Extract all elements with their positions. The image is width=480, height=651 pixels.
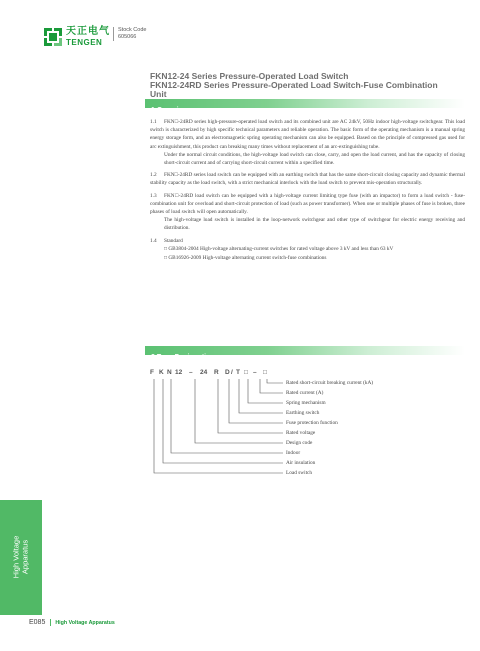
type-designation-diagram: [150, 369, 470, 499]
type-code-label: Design code: [286, 440, 313, 446]
paragraph-1-3: [150, 192, 465, 233]
leader-line: [171, 379, 283, 453]
paragraph-number: 1.4: [150, 237, 157, 244]
type-code-part: R: [214, 369, 219, 376]
overview-body: [150, 118, 465, 267]
type-code-part: 24: [200, 369, 208, 376]
logo-chinese-text: 天正电气: [66, 26, 110, 37]
type-code-part: T: [236, 369, 240, 376]
leader-line: [267, 379, 283, 383]
type-code-part: □: [263, 369, 267, 376]
type-code-label: Earthing switch: [286, 410, 320, 416]
type-code-label: Air insulation: [286, 460, 316, 466]
paragraph-number: 1.3: [150, 192, 157, 199]
standard-title: Standard: [164, 237, 183, 244]
section-overview-heading: [145, 99, 465, 114]
type-code-part: N: [167, 369, 172, 376]
type-code-part: F: [150, 369, 154, 376]
side-tab-line-1: High Voltage: [11, 535, 21, 579]
page-number: E085: [29, 619, 51, 626]
checkbox-square-icon: □: [164, 256, 168, 262]
type-code-label: Rated short-circuit breaking current (kA): [286, 380, 374, 386]
paragraph-text: FKN□-24RD series high-pressure-operated load switch and its combined unit are AC 24kV, 50Hz indoor high-voltage switchgear. This load switch is characterized by high specific technical parameters and reliable operation. The basic form of the operating mechanism is a manual spring energy storage form, and an electromagnetic spring operating mechanism can also be equipped. Based on the principle of compressed gas used for arc extinguishment, this product can breaking many times without replacement of an arc-extinguishing tube.: [150, 119, 465, 150]
paragraph-text: Under the normal circuit conditions, the high-voltage load switch can close, carry, and open the load current, and has the capacity of closing short-circuit current and of carrying short-circuit current within a specified time.: [164, 151, 465, 167]
leader-line: [218, 379, 283, 433]
standard-text: GB16926-2009 High-voltage alternating current switch-fuse combinations: [168, 255, 327, 262]
paragraph-number: 1.1: [150, 119, 157, 125]
section-type-designation-heading: [145, 346, 465, 361]
paragraph-1-1: [150, 118, 465, 167]
side-tab-line-2: Apparatus: [20, 539, 29, 575]
paragraph-text: The high-voltage load switch is installed in the loop-network switchgear and other type of switchgear for electric energy receiving and distribution.: [164, 217, 465, 232]
type-code-label: Rated current (A): [286, 390, 324, 396]
title-line-2: FKN12-24RD Series Pressure-Operated Load Switch-Fuse Combination: [150, 80, 438, 90]
type-code-part: /: [231, 369, 233, 376]
standard-item: [150, 254, 465, 263]
side-category-tab: [0, 500, 42, 615]
type-code-part: D: [225, 369, 230, 376]
paragraph-number: 1.2: [150, 172, 157, 179]
title-line-3: Unit: [150, 89, 167, 99]
footer-section-title: High Voltage Apparatus: [55, 619, 115, 626]
logo-english-text: TENGEN: [66, 38, 103, 47]
paragraph-text: FKN□-24RD load switch can be equipped with a high-voltage current limiting type fuse (with an impactor) to form a load switch - fuse-combination unit for overload and short-circuit protection of load (such as power transformer). When one or multiple phases of fuse is broken, three phases of load switch will open automatically.: [150, 192, 465, 216]
standard-text: GB3804-2004 High-voltage alternating-current switches for rated voltage above 3 kV and less than 63 kV: [168, 245, 394, 252]
type-code-part: 12: [175, 369, 183, 376]
leader-line: [239, 379, 283, 413]
product-titles: [150, 72, 470, 99]
tengen-logo-icon: [44, 28, 62, 46]
type-code-part: K: [159, 369, 164, 376]
page-footer: [29, 619, 115, 626]
paragraph-text: FKN□-24RD series load switch can be equipped with an earthing switch that has the same short-circuit closing capacity and dynamic thermal stability capacity as the load switch, with a strict mechanical interlock with the load switch to prevent mis-operation structurally.: [150, 172, 465, 187]
title-line-1: FKN12-24 Series Pressure-Operated Load Switch: [150, 71, 349, 81]
leader-line: [229, 379, 283, 423]
company-logo: [44, 27, 110, 47]
type-code-part: –: [253, 369, 257, 376]
type-code-part: –: [189, 369, 193, 376]
type-code-label: Rated voltage: [286, 430, 316, 436]
type-code-label: Load switch: [286, 470, 313, 476]
stock-code-label: Stock Code: [118, 27, 147, 33]
type-code-label: Indoor: [286, 450, 301, 456]
type-code-label: Fuse protection function: [286, 420, 338, 426]
leader-line: [163, 379, 283, 463]
side-tab-label: [13, 536, 30, 579]
type-code-part: □: [244, 369, 248, 376]
leader-line: [260, 379, 283, 393]
checkbox-square-icon: □: [164, 246, 168, 252]
stock-code-value: 605066: [118, 34, 137, 40]
section-type-designation-title: 2 Type Designation: [151, 354, 215, 361]
type-code-label: Spring mechanism: [286, 400, 326, 406]
leader-line: [248, 379, 283, 403]
paragraph-1-2: [150, 171, 465, 187]
standard-item: [150, 245, 465, 254]
stock-code-block: [113, 27, 146, 41]
paragraph-1-4: [150, 237, 465, 264]
section-overview-title: 1 Overview: [151, 107, 188, 114]
